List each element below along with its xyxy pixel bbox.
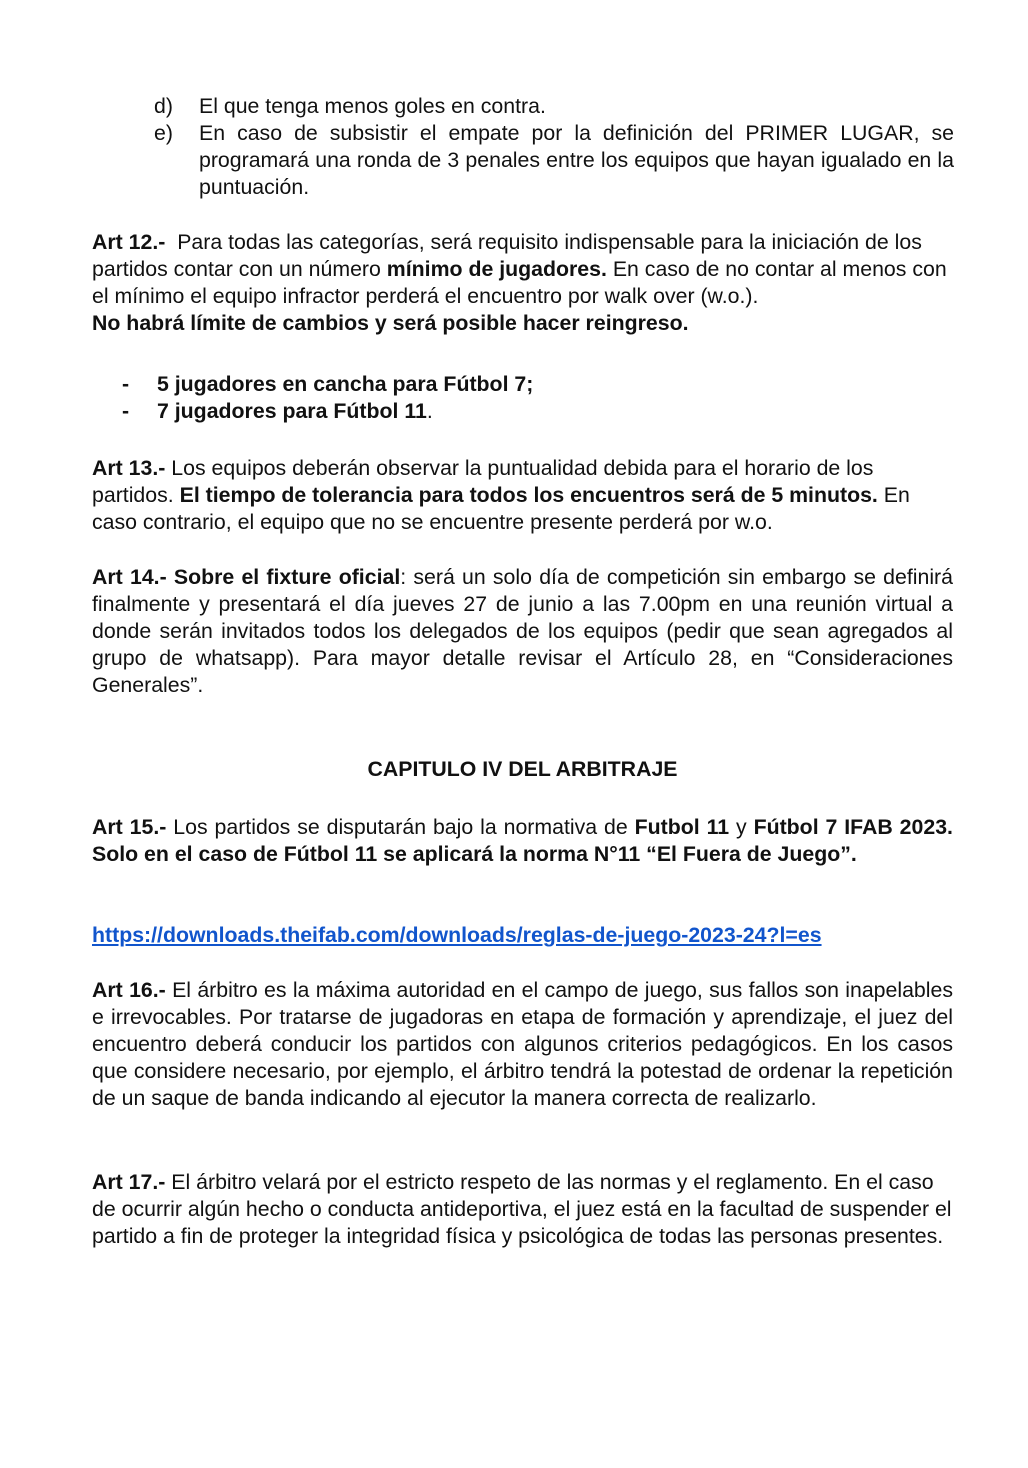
article-label: Art 15.- xyxy=(92,815,167,839)
ifab-link-line xyxy=(92,922,953,949)
chapter-heading: CAPITULO IV DEL ARBITRAJE xyxy=(367,757,678,781)
list-item-text: El que tenga menos goles en contra. xyxy=(199,94,546,118)
list-marker: e) xyxy=(154,120,173,145)
article-17: Art 17.- El árbitro velará por el estricto respeto de las normas y el reglamento. En el caso de ocurrir algún hecho o conducta antideportiva, el juez está en la facultad de suspender el partido a fin de proteger la integridad física y psicológica de todas las personas presentes. xyxy=(92,1170,952,1248)
article-label: Art 17.- xyxy=(92,1170,166,1194)
article-label: Art 12.- xyxy=(92,230,166,254)
article-label: Art 14.- Sobre el fixture oficial xyxy=(92,565,401,589)
list-marker: d) xyxy=(154,94,173,118)
article-label: Art 13.- xyxy=(92,456,166,480)
list-item-text: En caso de subsistir el empate por la definición del PRIMER LUGAR, se programará una ronda de 3 penales entre los equipos que hayan igualado en la puntuación. xyxy=(199,120,954,199)
article-12: Art 12.- Para todas las categorías, será requisito indispensable para la iniciación de los partidos contar con un número mínimo de jugadores. En caso de no contar al menos con el mínimo el equipo infractor perderá el encuentro por walk over (w.o.). No habrá límite de cambios y será posible hacer reingreso. xyxy=(92,230,947,335)
bullet-marker: - xyxy=(122,372,130,396)
tiebreak-list xyxy=(154,93,954,201)
player-count-list xyxy=(122,371,942,425)
article-label: Art 16.- xyxy=(92,978,166,1002)
list-item: - 5 jugadores en cancha para Fútbol 7; xyxy=(122,372,534,396)
bullet-marker: - xyxy=(122,398,130,423)
ifab-rules-link[interactable]: https://downloads.theifab.com/downloads/reglas-de-juego-2023-24?l=es xyxy=(92,923,822,947)
article-13: Art 13.- Los equipos deberán observar la puntualidad debida para el horario de los partidos. El tiempo de tolerancia para todos los encuentros será de 5 minutos. En caso contrario, el equipo que no se encuentre presente perderá por w.o. xyxy=(92,456,910,534)
list-item xyxy=(154,93,954,120)
article-14: Art 14.- Sobre el fixture oficial: será un solo día de competición sin embargo se definirá finalmente y presentará el día jueves 27 de junio a las 7.00pm en una reunión virtual a donde serán invitados todos los delegados de los equipos (pedir que sean agregados al grupo de whatsapp). Para mayor detalle revisar el Artículo 28, en “Consideraciones Generales”. xyxy=(92,565,953,697)
list-item xyxy=(154,120,954,201)
list-item: - 7 jugadores para Fútbol 11. xyxy=(122,398,433,423)
article-15: Art 15.- Los partidos se disputarán bajo la normativa de Futbol 11 y Fútbol 7 IFAB 2023. Solo en el caso de Fútbol 11 se aplicará la norma N°11 “El Fuera de Juego”. xyxy=(92,815,953,866)
article-16: Art 16.- El árbitro es la máxima autoridad en el campo de juego, sus fallos son inapelables e irrevocables. Por tratarse de jugadoras en etapa de formación y aprendizaje, el juez del encuentro deberá conducir los partidos con algunos criterios pedagógicos. En los casos que considere necesario, por ejemplo, el árbitro tendrá la potestad de ordenar la repetición de un saque de banda indicando al ejecutor la manera correcta de realizarlo. xyxy=(92,978,954,1110)
